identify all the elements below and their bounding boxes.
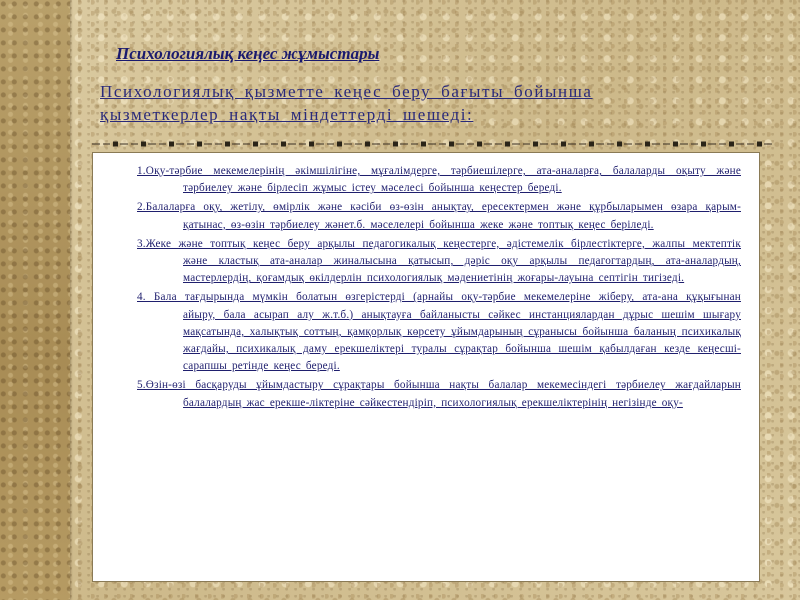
- dashed-divider: [92, 140, 772, 148]
- divider-square: [197, 142, 202, 147]
- divider-square: [281, 142, 286, 147]
- content-box: [92, 152, 760, 582]
- divider-square: [757, 142, 762, 147]
- divider-square: [533, 142, 538, 147]
- divider-square: [225, 142, 230, 147]
- divider-square: [113, 142, 118, 147]
- divider-square: [141, 142, 146, 147]
- divider-square: [449, 142, 454, 147]
- list-item-2: 2.Балаларға оқу, жетілу, өмірлік және кәсіби өз-өзін анықтау, ересектермен және құрбыларымен өзара қарым-қатынас, өз-өзін тәрбиелеу жәнет.б. мәселелері бойынша жеке және топтық кеңес беріледі.: [137, 201, 741, 231]
- left-decorative-strip: [0, 0, 70, 600]
- divider-square: [701, 142, 706, 147]
- list-item-5: 5.Өзін-өзі басқаруды ұйымдастыру сұрақтары бойынша нақты балалар мекемесіндегі тәрбиелеу жағдайларын балалардың жас ерекше-ліктеріне сәйкестендіріп, психологиялық ерекшеліктерінің негізінде оқу-: [137, 379, 741, 409]
- list-item-4: 4. Бала тағдырында мүмкін болатын өзгерістерді (арнайы оқу-тәрбие мекемелеріне жіберу, ата-ана құқығынан айыру, бала асырап алу ж.т.б.) анықтауға байланысты сәйкес инстанциялардан дұрыс шешім шығару мақсатында, халықтық соттың, қамқорлық көрсету ұйымдарының сұранысы бойынша баланың психикалық жағдайы, психикалық даму ерекшеліктері туралы сұрақтар бойынша шешім қабылдаған кезде кеңесші-сарапшы ретінде кеңес береді.: [137, 291, 741, 373]
- divider-square: [169, 142, 174, 147]
- slide-subtitle: Психологиялық қызметте кеңес беру бағыты бойынша қызметкерлер нақты міндеттерді шешеді:: [100, 82, 593, 124]
- divider-square: [673, 142, 678, 147]
- list-item-1: 1.Оқу-тәрбие мекемелерінің әкімшілігіне, мұғалімдерге, тәрбиешілерге, ата-аналарға, балаларды оқыту және тәрбиелеу және бірлесіп жұмыс істеу мәселесі бойынша кеңестер береді.: [137, 165, 741, 195]
- divider-square: [561, 142, 566, 147]
- divider-square: [477, 142, 482, 147]
- divider-square: [421, 142, 426, 147]
- slide-title: Психологиялық кеңес жұмыстары: [116, 44, 380, 63]
- divider-square: [505, 142, 510, 147]
- divider-square: [337, 142, 342, 147]
- list-item-3: 3.Жеке және топтық кеңес беру арқылы педагогикалық кеңестерге, әдістемелік бірлестіктерге, жалпы мектептік және кластық ата-аналар жиналысына қатысып, дәріс оқу арқылы педагогтардың, ата-аналардың, мастерлердің, қоғамдық өкілдерлін психологиялық мәдениетінің жоғары-лауына септігін тигізеді.: [137, 237, 741, 285]
- divider-square: [617, 142, 622, 147]
- divider-square: [309, 142, 314, 147]
- divider-square: [253, 142, 258, 147]
- divider-square: [645, 142, 650, 147]
- divider-square: [365, 142, 370, 147]
- divider-square: [729, 142, 734, 147]
- divider-square: [589, 142, 594, 147]
- divider-square: [393, 142, 398, 147]
